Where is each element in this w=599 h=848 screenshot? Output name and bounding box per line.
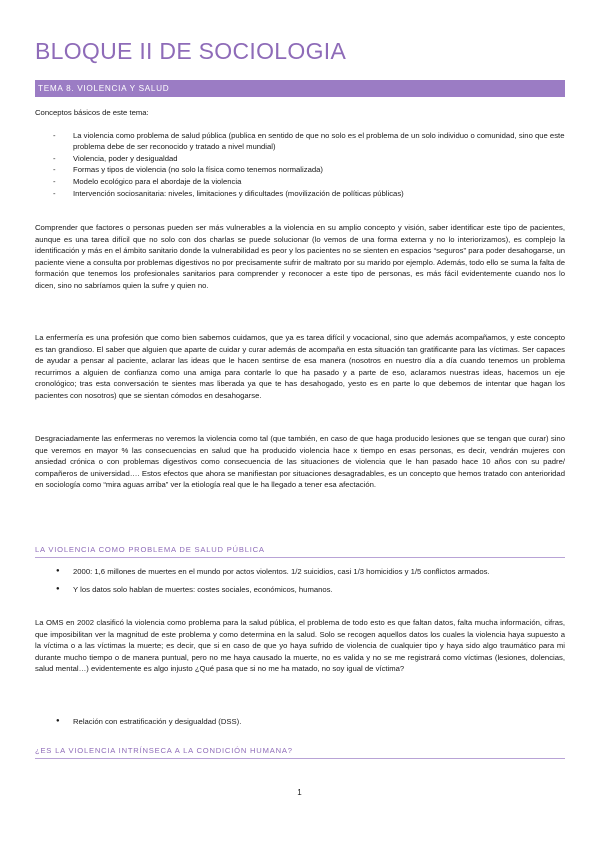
concepts-block xyxy=(35,107,565,199)
body-paragraph: La enfermería es una profesión que como bien sabemos cuidamos, que ya es tarea difícil y vocacional, sino que además acompañamos, y este concepto es tan grandioso. El saber que alguien que aparte de cuidar y curar además de acompaña en esta situación tan gratificante para las víctimas. Ser capaces de ayudar a pensar al paciente, aclarar las ideas que le hacen sentirse de esa manera (nosotros en nuestro día a día cuando tenemos un problema recurrimos a alguien de confianza como una amiga para contarle lo que ha pasado y a parte de eso, aclaramos nuestras ideas, hacemos un eje cronológico; tras esta conversación te sientes mas liberada ya que te has desahogado, yesto es en parte lo que debemos de intentar que hagan los pacientes con nosotros) que se sientan cómodos en desahogarse. xyxy=(35,333,565,400)
subsection-heading-1: LA VIOLENCIA COMO PROBLEMA DE SALUD PÚBLICA xyxy=(35,545,565,558)
list-item: - La violencia como problema de salud pública (publica en sentido de que no solo es el problema de un solo individuo o comunidad, sino que este problema debe de ser reconocido y tratado a nivel mundial) xyxy=(35,130,565,153)
body-paragraph: Comprender que factores o personas pueden ser más vulnerables a la violencia en su amplio concepto y visión, saber identificar este tipo de pacientes, aunque es una tarea difícil que no solo con dos charlas se puede solucionar (lo vemos de una forma externa y no lo interiorizamos), es complejo la identificación y más en el ámbito sanitario donde la vulnerabilidad es peor y los pacientes no se sienten en espacios “seguros” para poder desahogarse, un paciente viene a consulta por problemas digestivos no por precisamente sufrir de maltrato por su marido por ejemplo. Además, todo ello se suma la falta de formación que tenemos los profesionales sanitarios para comprender y reconocer a este tipo de personas, es más fácil evidentemente cuando nos lo dicen, sino no sabríamos quien la sufre y quien no. xyxy=(35,223,565,290)
list-item: ● Relación con estratificación y desigualdad (DSS). xyxy=(35,716,565,728)
subsection-1-bullets xyxy=(35,566,565,601)
bullet-list xyxy=(35,566,565,595)
document-title: BLOQUE II DE SOCIOLOGIA xyxy=(35,38,347,64)
list-item: - Modelo ecológico para el abordaje de la violencia xyxy=(35,176,565,188)
subsection-1-bullets-2 xyxy=(35,716,565,734)
subsection-1-paragraph xyxy=(35,617,565,675)
paragraph-block-3 xyxy=(35,433,565,491)
section-title-bar: TEMA 8. VIOLENCIA Y SALUD xyxy=(35,80,565,97)
concepts-heading: Conceptos básicos de este tema: xyxy=(35,108,149,117)
concepts-list xyxy=(35,130,565,200)
list-item: ● 2000: 1,6 millones de muertes en el mundo por actos violentos. 1/2 suicidios, casi 1/3 homicidios y 1/5 conflictos armados. xyxy=(35,566,565,578)
body-paragraph: Desgraciadamente las enfermeras no veremos la violencia como tal (que también, en caso de que haga producido lesiones que se tengan que curar) sino que veremos en mayor % las consecuencias en salud que ha producido violencia hace x tiempo en esas personas, es decir, vendrán mujeres con ansiedad crónica o con problemas digestivos como consecuencia de las situaciones de violencia que le han pasado hace 10 años con su padre/ compañeros de universidad…. Estos efectos que ahora se manifiestan por situaciones desagradables, es un concepto que hemos tratado con anterioridad en sociología como “mira aguas arriba” ver la etiología real que le ha llegado a tener esa afectación. xyxy=(35,434,565,490)
paragraph-block-2 xyxy=(35,332,565,402)
list-item: ● Y los datos solo hablan de muertes: costes sociales, económicos, humanos. xyxy=(35,584,565,596)
paragraph-block-1 xyxy=(35,222,565,292)
list-item: - Formas y tipos de violencia (no solo la física como tenemos normalizada) xyxy=(35,164,565,176)
list-item: - Intervención sociosanitaria: niveles, limitaciones y dificultades (movilización de políticas públicas) xyxy=(35,188,565,200)
list-item: - Violencia, poder y desigualdad xyxy=(35,153,565,165)
body-paragraph: La OMS en 2002 clasificó la violencia como problema para la salud pública, el problema de todo esto es que faltan datos, falta mucha información, cifras, que imposibilitan ver la magnitud de este problema y como determina en la salud. Solo se recogen aquellos datos los cuales la violencia haya supuesto a la víctima o a las víctimas la muerte; es decir, que si en caso de que yo haya sufrido de violencia de cualquier tipo y haya sido algo traumático para mi durante mucho tiempo o de manera puntual, pero no me haya causado la muerte, no es valida y no se me registrará como víctimas (lesiones, dolencias, salud mental…) evidentemente es algo injusto ¿Qué pasa que si no me ha matado, no soy igual de víctima? xyxy=(35,618,565,674)
subsection-heading-2: ¿ES LA VIOLENCIA INTRÍNSECA A LA CONDICIÓN HUMANA? xyxy=(35,746,565,759)
bullet-list xyxy=(35,716,565,728)
page-number: 1 xyxy=(297,788,302,797)
